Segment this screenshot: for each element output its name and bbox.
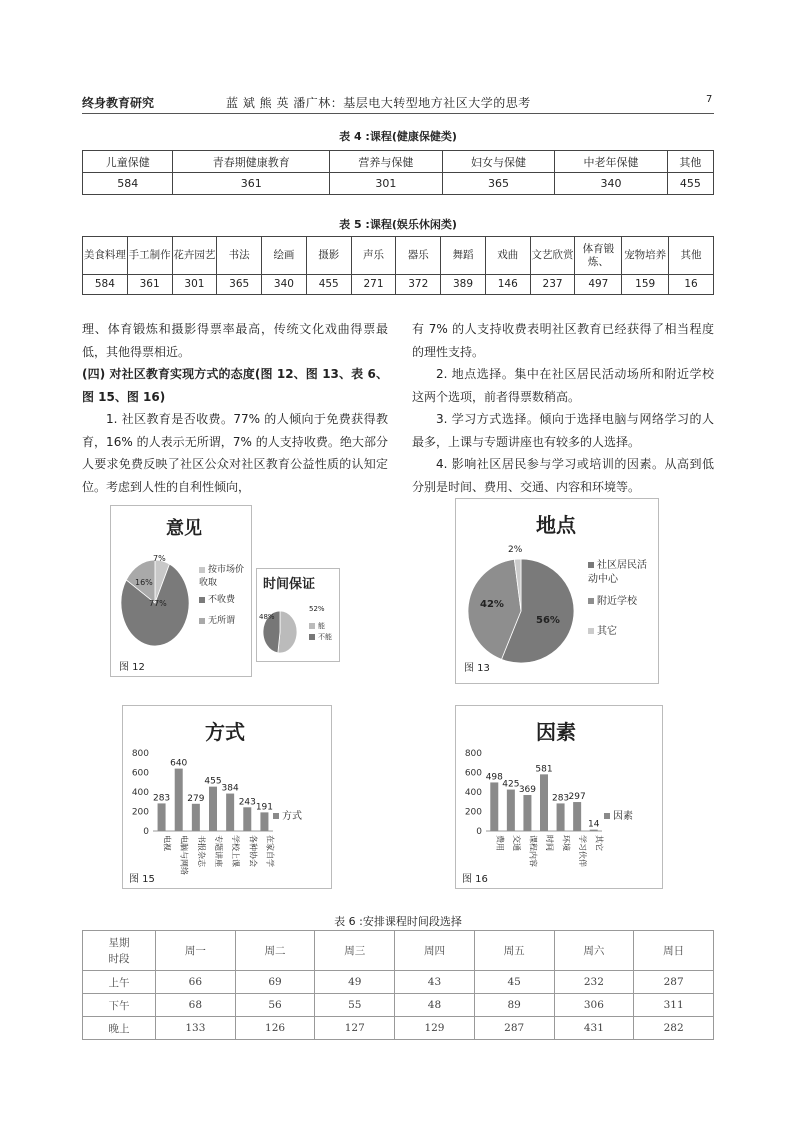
bar <box>243 807 251 831</box>
y-tick-label: 400 <box>131 788 149 798</box>
body-paragraph: 理、体育锻炼和摄影得票率最高，传统文化戏曲得票最低，其他得票相近。 <box>82 322 388 359</box>
table-cell: 48 <box>395 994 475 1017</box>
bar-value-label: 369 <box>518 785 537 796</box>
table-cell: 340 <box>555 173 668 195</box>
table-cell: 器乐 <box>396 237 441 275</box>
table-cell: 周五 <box>474 931 554 971</box>
pie-slice <box>278 611 297 653</box>
table-cell: 282 <box>634 1017 714 1040</box>
figure-title: 方式 <box>205 720 245 744</box>
table-cell: 372 <box>396 275 441 295</box>
table-cell: 45 <box>474 971 554 994</box>
legend-swatch <box>273 813 279 819</box>
table-cell: 营养与保健 <box>330 151 443 173</box>
bar-value-label: 498 <box>485 772 503 783</box>
table-cell: 晚上 <box>83 1017 156 1040</box>
bar-value-label: 14 <box>587 819 600 830</box>
slice-label: 48% <box>259 613 275 621</box>
table-cell: 周二 <box>235 931 315 971</box>
bar-value-label: 243 <box>238 797 256 808</box>
bar-legend: 方式 <box>273 810 302 823</box>
pie-legend <box>588 559 654 639</box>
right-column <box>412 318 714 498</box>
table-cell: 455 <box>667 173 713 195</box>
slice-label: 42% <box>480 599 504 610</box>
table6-caption: 表 6 :安排课程时间段选择 <box>334 915 462 928</box>
table-cell: 其他 <box>667 151 713 173</box>
figure-12 <box>110 505 252 677</box>
figure-label: 图 16 <box>462 874 488 885</box>
table-cell: 146 <box>485 275 530 295</box>
table-cell: 361 <box>173 173 330 195</box>
table-cell: 声乐 <box>351 237 396 275</box>
bar-value-label: 283 <box>152 793 171 804</box>
table6 <box>82 930 714 1040</box>
y-tick-label: 0 <box>476 827 482 837</box>
legend-item: 附近学校 <box>588 595 654 609</box>
y-tick-label: 400 <box>464 788 482 798</box>
legend-swatch <box>588 562 594 568</box>
table-cell: 周一 <box>156 931 236 971</box>
figure-title: 地点 <box>536 513 576 537</box>
x-tick-label: 其它 <box>594 835 604 851</box>
table-cell: 306 <box>554 994 634 1017</box>
bar-value-label: 425 <box>502 779 520 790</box>
x-tick-label: 环境 <box>561 835 571 851</box>
table-cell: 周三 <box>315 931 395 971</box>
table-cell: 311 <box>634 994 714 1017</box>
table-cell: 55 <box>315 994 395 1017</box>
legend-swatch <box>588 628 594 634</box>
table-cell: 340 <box>262 275 307 295</box>
table-row <box>83 994 714 1017</box>
table-cell: 237 <box>530 275 575 295</box>
slice-label: 52% <box>309 605 325 613</box>
table-cell: 舞蹈 <box>441 237 486 275</box>
table-header-row <box>83 151 714 173</box>
bar <box>192 804 200 831</box>
bar <box>507 790 515 831</box>
slice-label: 2% <box>508 545 523 555</box>
bar-value-label: 455 <box>204 776 222 787</box>
bar-value-label: 640 <box>170 758 188 769</box>
table-cell: 89 <box>474 994 554 1017</box>
table-cell: 365 <box>217 275 262 295</box>
table-cell: 455 <box>306 275 351 295</box>
body-paragraph: 有 7% 的人支持收费表明社区教育已经获得了相当程度的理性支持。 <box>412 322 714 359</box>
x-tick-label: 各种协会 <box>248 835 258 867</box>
table-cell: 287 <box>474 1017 554 1040</box>
table-cell: 66 <box>156 971 236 994</box>
table-cell: 69 <box>235 971 315 994</box>
table4-caption: 表 4 :课程(健康保健类) <box>339 130 457 143</box>
legend-item: 不收费 <box>199 594 249 607</box>
table-cell: 儿童保健 <box>83 151 173 173</box>
table-cell: 16 <box>669 275 714 295</box>
y-tick-label: 800 <box>464 749 482 759</box>
bar-value-label: 279 <box>187 793 205 804</box>
table-cell: 书法 <box>217 237 262 275</box>
table-cell: 宠物培养 <box>622 237 669 275</box>
table-cell: 周六 <box>554 931 634 971</box>
x-tick-label: 学校上课 <box>231 835 241 867</box>
table-cell: 周四 <box>395 931 475 971</box>
body-paragraph: 3. 学习方式选择。倾向于选择电脑与网络学习的人最多，上课与专题讲座也有较多的人选择。 <box>412 412 714 449</box>
figure-label: 图 13 <box>464 663 490 674</box>
figure-16 <box>455 705 663 889</box>
slice-label: 16% <box>135 578 153 587</box>
figure-title: 意见 <box>166 518 202 539</box>
legend-item: 能 <box>309 621 332 632</box>
table-cell: 戏曲 <box>485 237 530 275</box>
slice-label: 7% <box>153 554 166 563</box>
pie-legend <box>199 564 249 628</box>
legend-item: 不能 <box>309 632 332 643</box>
x-tick-label: 在家自学 <box>265 835 275 867</box>
journal-name: 终身教育研究 <box>82 96 155 110</box>
slice-label: 77% <box>149 599 167 608</box>
legend-swatch <box>309 634 315 640</box>
bar <box>260 812 268 831</box>
x-tick-label: 费用 <box>495 835 505 851</box>
bar <box>490 782 498 831</box>
table-cell: 365 <box>442 173 555 195</box>
table-cell: 49 <box>315 971 395 994</box>
table4 <box>82 150 714 195</box>
table-cell: 上午 <box>83 971 156 994</box>
bar-value-label: 191 <box>255 802 274 813</box>
table-cell: 361 <box>127 275 172 295</box>
table-cell: 301 <box>330 173 443 195</box>
y-tick-label: 800 <box>131 749 149 759</box>
bar-value-label: 283 <box>551 793 570 804</box>
bar <box>523 795 531 831</box>
x-tick-label: 课程内容 <box>528 835 538 867</box>
table-cell: 584 <box>83 275 128 295</box>
legend-swatch <box>604 813 610 819</box>
table-cell: 133 <box>156 1017 236 1040</box>
table-cell: 妇女与保健 <box>442 151 555 173</box>
table-cell: 文艺欣赏 <box>530 237 575 275</box>
legend-item: 社区居民活动中心 <box>588 560 647 585</box>
table-cell: 584 <box>83 173 173 195</box>
bar <box>573 802 581 831</box>
figure-12-inset <box>256 568 340 662</box>
left-column <box>82 318 388 498</box>
table-cell: 126 <box>235 1017 315 1040</box>
table-row <box>83 971 714 994</box>
legend-item: 按市场价收取 <box>199 565 245 588</box>
table-cell: 绘画 <box>262 237 307 275</box>
figure-label: 图 12 <box>119 662 145 673</box>
table-cell: 287 <box>634 971 714 994</box>
figure-13 <box>455 498 659 684</box>
y-tick-label: 0 <box>143 827 149 837</box>
x-tick-label: 书报杂志 <box>196 835 206 867</box>
table-row <box>83 1017 714 1040</box>
body-paragraph: 1. 社区教育是否收费。77% 的人倾向于免费获得教育，16% 的人表示无所谓，7% 的人支持收费。绝大部分人要求免费反映了社区公众对社区教育公益性质的认知定位。考虑到人性的自利性倾向， <box>82 412 388 494</box>
table-cell: 56 <box>235 994 315 1017</box>
figure-15 <box>122 705 332 889</box>
table-cell: 青春期健康教育 <box>173 151 330 173</box>
bar <box>557 803 565 831</box>
legend-swatch <box>199 567 205 573</box>
bar-value-label: 297 <box>568 792 586 803</box>
bar <box>175 769 183 831</box>
table-cell: 127 <box>315 1017 395 1040</box>
figure-label: 图 15 <box>129 874 155 885</box>
table-row <box>83 275 714 295</box>
table-cell: 497 <box>575 275 622 295</box>
table-cell: 301 <box>172 275 217 295</box>
bar-chart-method <box>123 706 331 888</box>
table-cell: 389 <box>441 275 486 295</box>
legend-swatch <box>309 623 315 629</box>
table-cell: 下午 <box>83 994 156 1017</box>
pie-chart-location <box>466 557 576 665</box>
table-cell: 体育锻炼、 <box>575 237 622 275</box>
legend-swatch <box>588 598 594 604</box>
x-tick-label: 交通 <box>511 835 521 851</box>
bar-chart-factors <box>456 706 662 888</box>
pie-legend <box>309 621 332 643</box>
y-tick-label: 200 <box>131 807 149 818</box>
legend-item: 无所谓 <box>199 615 249 628</box>
legend-item: 其它 <box>588 625 654 639</box>
table5 <box>82 236 714 295</box>
table-header-row <box>83 931 714 971</box>
table-cell: 159 <box>622 275 669 295</box>
x-tick-label: 专题讲座 <box>214 835 223 867</box>
body-paragraph: 4. 影响社区居民参与学习或培训的因素。从高到低分别是时间、费用、交通、内容和环境等。 <box>412 457 714 494</box>
table-cell: 68 <box>156 994 236 1017</box>
table-cell: 431 <box>554 1017 634 1040</box>
table-corner-cell: 星期 时段 <box>83 931 156 971</box>
bar <box>540 774 548 831</box>
table-header-row <box>83 237 714 275</box>
table-cell: 中老年保健 <box>555 151 668 173</box>
article-title: 蓝 斌 熊 英 潘广林：基层电大转型地方社区大学的思考 <box>226 96 531 110</box>
y-tick-label: 600 <box>464 768 482 779</box>
table-cell: 花卉园艺 <box>172 237 217 275</box>
x-tick-label: 时间 <box>545 835 554 851</box>
x-tick-label: 学习伙伴 <box>578 835 588 867</box>
x-tick-label: 电脑与网络 <box>179 835 189 875</box>
bar <box>590 830 598 831</box>
figure-title: 因素 <box>536 720 576 744</box>
y-tick-label: 600 <box>131 768 149 779</box>
bar-value-label: 581 <box>535 764 553 775</box>
table-row <box>83 173 714 195</box>
bar-value-label: 384 <box>221 783 239 794</box>
page-number: 7 <box>706 94 713 105</box>
table-cell: 129 <box>395 1017 475 1040</box>
bar <box>209 787 217 831</box>
figure-title: 时间保证 <box>263 577 316 592</box>
slice-label: 56% <box>536 615 560 626</box>
bar-legend: 因素 <box>604 810 633 823</box>
table-cell: 232 <box>554 971 634 994</box>
table-cell: 271 <box>351 275 396 295</box>
header-rule <box>82 113 714 114</box>
y-tick-label: 200 <box>464 807 482 818</box>
legend-swatch <box>199 597 205 603</box>
body-paragraph: 2. 地点选择。集中在社区居民活动场所和附近学校这两个选项，前者得票数稍高。 <box>412 367 714 404</box>
section-heading: (四) 对社区教育实现方式的态度(图 12、图 13、表 6、图 15、图 16) <box>82 367 388 404</box>
table-cell: 手工制作 <box>127 237 172 275</box>
table5-caption: 表 5 :课程(娱乐休闲类) <box>339 218 457 231</box>
bar <box>226 794 234 831</box>
legend-swatch <box>199 618 205 624</box>
bar <box>158 803 166 831</box>
table-cell: 其他 <box>669 237 714 275</box>
table-cell: 43 <box>395 971 475 994</box>
table-cell: 摄影 <box>306 237 351 275</box>
x-tick-label: 电视 <box>162 835 172 851</box>
table-cell: 美食料理 <box>83 237 128 275</box>
table-cell: 周日 <box>634 931 714 971</box>
